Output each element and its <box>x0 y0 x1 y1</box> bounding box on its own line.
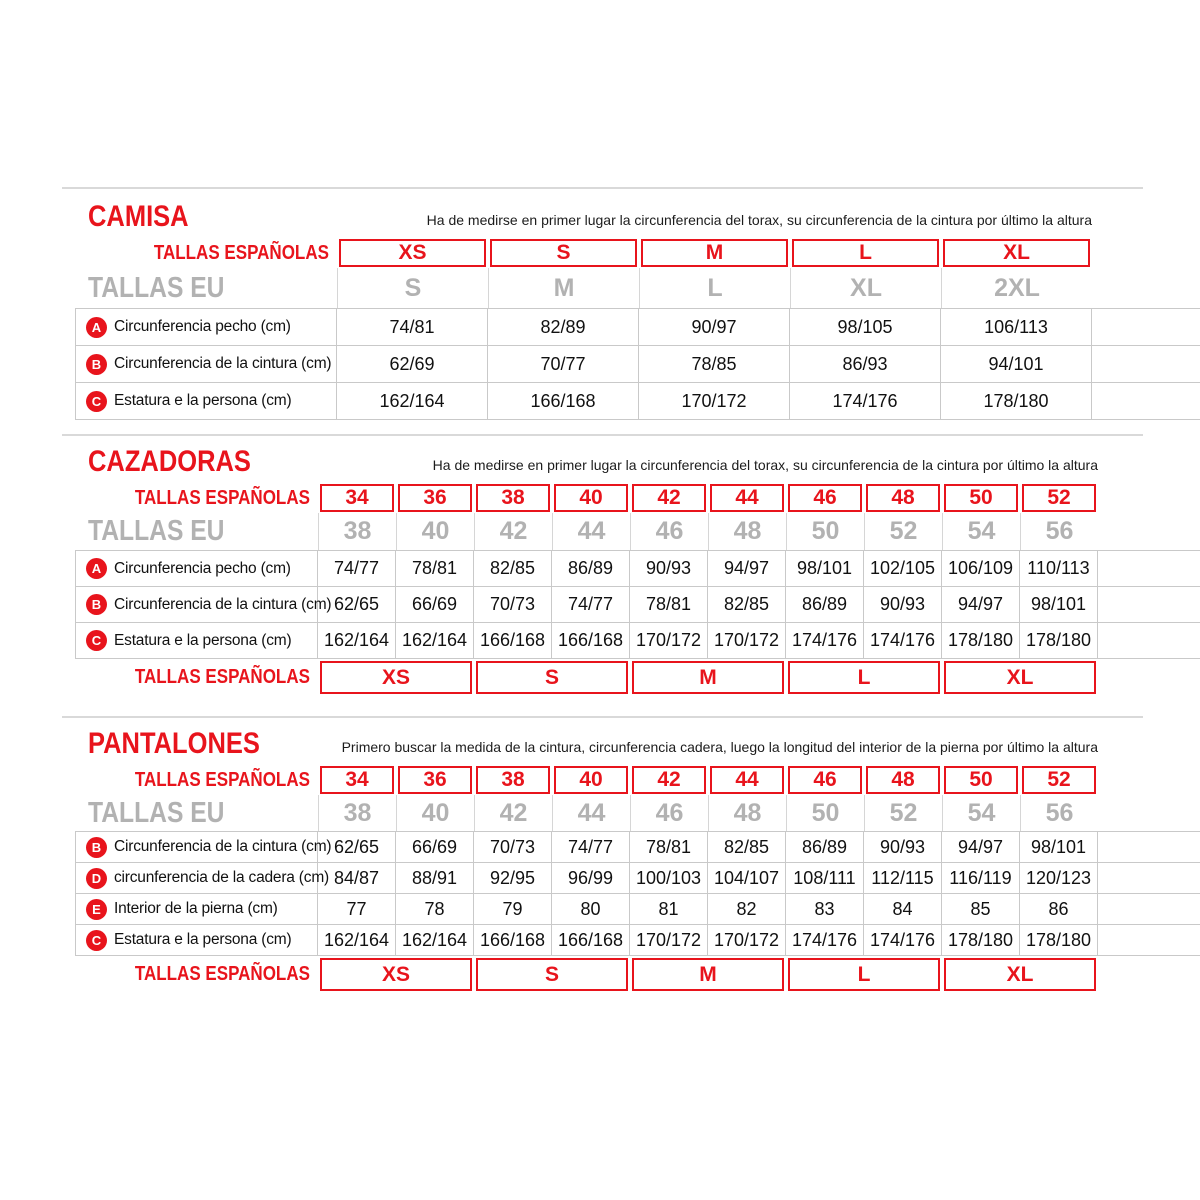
value-cell: 86/93 <box>790 346 941 382</box>
value-cell: 162/164 <box>318 925 396 955</box>
value-cell: 96/99 <box>552 863 630 893</box>
value-cell: 78 <box>396 894 474 924</box>
sizes-es-label-text: TALLAS ESPAÑOLAS <box>134 768 310 791</box>
badge-c-icon: C <box>86 930 107 951</box>
value-cell: 94/101 <box>941 346 1092 382</box>
measure-label-cell <box>75 551 318 586</box>
badge-a-icon: A <box>86 317 107 338</box>
measure-row <box>75 587 1200 623</box>
size-eu-cell: 46 <box>630 795 708 831</box>
size-eu-cell: 50 <box>786 795 864 831</box>
measure-label: Estatura e la persona (cm) <box>114 631 292 649</box>
size-es-cell: 40 <box>554 484 628 512</box>
value-cell: 90/93 <box>630 551 708 586</box>
value-cell: 74/81 <box>337 309 488 345</box>
size-es-cell: 48 <box>866 766 940 794</box>
value-cell: 62/65 <box>318 587 396 622</box>
value-cell: 78/81 <box>396 551 474 586</box>
size-es-cell: 44 <box>710 766 784 794</box>
size-eu-cell: 42 <box>474 513 552 550</box>
value-cell: 162/164 <box>318 623 396 658</box>
value-cell: 88/91 <box>396 863 474 893</box>
badge-c-icon: C <box>86 630 107 651</box>
sizes-eu-label <box>75 268 337 308</box>
sizes-es-row <box>75 238 1200 268</box>
group-size-cell: M <box>632 958 784 991</box>
size-es-cell: L <box>792 239 939 267</box>
value-cell: 162/164 <box>396 623 474 658</box>
measurements-table <box>75 550 1200 659</box>
measure-label-cell <box>75 623 318 658</box>
measure-label: Interior de la pierna (cm) <box>114 900 278 917</box>
value-cell: 174/176 <box>786 925 864 955</box>
size-eu-cell: 42 <box>474 795 552 831</box>
size-eu-cell: 56 <box>1020 513 1098 550</box>
size-es-cell: 38 <box>476 766 550 794</box>
measurements-table <box>75 831 1200 956</box>
value-cell: 90/93 <box>864 832 942 862</box>
value-cell: 98/101 <box>1020 832 1098 862</box>
value-cell: 78/81 <box>630 832 708 862</box>
value-cell: 170/172 <box>639 383 790 419</box>
group-size-cell: XS <box>320 958 472 991</box>
value-cell: 98/101 <box>1020 587 1098 622</box>
value-cell: 92/95 <box>474 863 552 893</box>
value-cell: 74/77 <box>318 551 396 586</box>
value-cell: 82 <box>708 894 786 924</box>
measure-label: Estatura e la persona (cm) <box>114 392 292 409</box>
size-eu-cell: 50 <box>786 513 864 550</box>
value-cell: 178/180 <box>941 383 1092 419</box>
value-cell: 116/119 <box>942 863 1020 893</box>
value-cell: 70/73 <box>474 832 552 862</box>
value-cell: 98/105 <box>790 309 941 345</box>
sizes-eu-label-text: TALLAS EU <box>88 796 225 829</box>
value-cell: 86 <box>1020 894 1098 924</box>
measure-label-cell <box>75 309 337 345</box>
group-sizes-row <box>75 661 1200 694</box>
size-es-cell: 46 <box>788 766 862 794</box>
value-cell: 66/69 <box>396 832 474 862</box>
size-es-cell: XL <box>943 239 1090 267</box>
size-es-cell: M <box>641 239 788 267</box>
size-es-cell: 42 <box>632 484 706 512</box>
value-cell: 62/65 <box>318 832 396 862</box>
value-cell: 86/89 <box>786 832 864 862</box>
sizes-eu-row <box>75 268 1200 308</box>
sizes-eu-row <box>75 513 1200 550</box>
value-cell: 110/113 <box>1020 551 1098 586</box>
sizes-es-row <box>75 483 1200 513</box>
size-eu-cell: 48 <box>708 795 786 831</box>
value-cell: 79 <box>474 894 552 924</box>
sizes-es-row <box>75 765 1200 795</box>
measure-label-cell <box>75 894 318 924</box>
value-cell: 81 <box>630 894 708 924</box>
group-size-cell: XS <box>320 661 472 694</box>
size-eu-cell: 54 <box>942 513 1020 550</box>
value-cell: 82/89 <box>488 309 639 345</box>
group-size-cell: L <box>788 958 940 991</box>
value-cell: 162/164 <box>337 383 488 419</box>
value-cell: 104/107 <box>708 863 786 893</box>
value-cell: 166/168 <box>474 925 552 955</box>
size-es-cell: XS <box>339 239 486 267</box>
sizes-eu-label <box>75 795 318 831</box>
value-cell: 174/176 <box>790 383 941 419</box>
measure-row <box>75 551 1200 587</box>
measure-row <box>75 623 1200 659</box>
size-es-cell: 36 <box>398 766 472 794</box>
value-cell: 90/93 <box>864 587 942 622</box>
value-cell: 78/81 <box>630 587 708 622</box>
group-size-cell: M <box>632 661 784 694</box>
value-cell: 74/77 <box>552 832 630 862</box>
value-cell: 162/164 <box>396 925 474 955</box>
value-cell: 166/168 <box>552 623 630 658</box>
value-cell: 166/168 <box>474 623 552 658</box>
value-cell: 66/69 <box>396 587 474 622</box>
size-es-cell: 50 <box>944 766 1018 794</box>
badge-b-icon: B <box>86 594 107 615</box>
group-size-cell: S <box>476 661 628 694</box>
value-cell: 84/87 <box>318 863 396 893</box>
sizes-es-label-text: TALLAS ESPAÑOLAS <box>153 241 329 264</box>
group-sizes-row <box>75 958 1200 991</box>
size-eu-cell: 56 <box>1020 795 1098 831</box>
value-cell: 98/101 <box>786 551 864 586</box>
group-sizes-label-text: TALLAS ESPAÑOLAS <box>134 666 310 688</box>
measure-row <box>75 894 1200 925</box>
size-es-cell: 44 <box>710 484 784 512</box>
size-eu-cell: XL <box>790 268 941 308</box>
measure-row <box>75 832 1200 863</box>
size-es-cell: 52 <box>1022 766 1096 794</box>
measure-label: Circunferencia pecho (cm) <box>114 559 291 577</box>
measure-row <box>75 383 1200 420</box>
value-cell: 74/77 <box>552 587 630 622</box>
section-header <box>75 189 1092 238</box>
size-eu-cell: 44 <box>552 795 630 831</box>
sizes-eu-row <box>75 795 1200 831</box>
size-es-cell: 52 <box>1022 484 1096 512</box>
value-cell: 178/180 <box>1020 623 1098 658</box>
value-cell: 78/85 <box>639 346 790 382</box>
value-cell: 108/111 <box>786 863 864 893</box>
size-eu-cell: 46 <box>630 513 708 550</box>
size-eu-cell: 48 <box>708 513 786 550</box>
size-eu-cell: 38 <box>318 513 396 550</box>
group-size-cell: XL <box>944 958 1096 991</box>
sizes-eu-label <box>75 513 318 550</box>
section-subtitle: Primero buscar la medida de la cintura, circunferencia cadera, luego la longitud del interior de la pierna por último la altura <box>341 739 1098 755</box>
size-es-cell: 40 <box>554 766 628 794</box>
value-cell: 77 <box>318 894 396 924</box>
value-cell: 80 <box>552 894 630 924</box>
section-title: CAZADORAS <box>88 445 251 478</box>
size-es-cell: 50 <box>944 484 1018 512</box>
sizes-es-label-text: TALLAS ESPAÑOLAS <box>134 486 310 509</box>
section-camisa <box>75 187 1200 420</box>
value-cell: 178/180 <box>942 623 1020 658</box>
value-cell: 166/168 <box>552 925 630 955</box>
section-subtitle: Ha de medirse en primer lugar la circunferencia del torax, su circunferencia de la cintura por último la altura <box>426 212 1092 228</box>
size-es-cell: 42 <box>632 766 706 794</box>
measure-label: Estatura e la persona (cm) <box>114 931 292 948</box>
size-eu-cell: 52 <box>864 513 942 550</box>
section-pantalones <box>75 716 1200 991</box>
sizes-es-label <box>75 765 318 795</box>
value-cell: 170/172 <box>630 925 708 955</box>
size-eu-cell: 2XL <box>941 268 1092 308</box>
measure-label: Circunferencia de la cintura (cm) <box>114 355 332 372</box>
value-cell: 82/85 <box>708 587 786 622</box>
value-cell: 94/97 <box>942 832 1020 862</box>
value-cell: 174/176 <box>786 623 864 658</box>
group-sizes-label-text: TALLAS ESPAÑOLAS <box>134 963 310 985</box>
value-cell: 170/172 <box>708 623 786 658</box>
badge-e-icon: E <box>86 899 107 920</box>
value-cell: 178/180 <box>1020 925 1098 955</box>
value-cell: 82/85 <box>708 832 786 862</box>
group-size-cell: L <box>788 661 940 694</box>
measure-label-cell <box>75 346 337 382</box>
measure-row <box>75 309 1200 346</box>
group-sizes-label <box>75 958 318 991</box>
value-cell: 166/168 <box>488 383 639 419</box>
value-cell: 112/115 <box>864 863 942 893</box>
value-cell: 100/103 <box>630 863 708 893</box>
sizes-es-label <box>75 483 318 513</box>
value-cell: 174/176 <box>864 623 942 658</box>
size-es-cell: 34 <box>320 766 394 794</box>
size-eu-cell: 54 <box>942 795 1020 831</box>
badge-c-icon: C <box>86 391 107 412</box>
value-cell: 62/69 <box>337 346 488 382</box>
value-cell: 106/113 <box>941 309 1092 345</box>
value-cell: 70/73 <box>474 587 552 622</box>
badge-b-icon: B <box>86 354 107 375</box>
section-cazadoras <box>75 434 1200 694</box>
measure-label-cell <box>75 925 318 955</box>
size-es-cell: 36 <box>398 484 472 512</box>
section-title: PANTALONES <box>88 727 260 760</box>
value-cell: 170/172 <box>630 623 708 658</box>
measure-row <box>75 863 1200 894</box>
value-cell: 102/105 <box>864 551 942 586</box>
size-eu-cell: 38 <box>318 795 396 831</box>
value-cell: 174/176 <box>864 925 942 955</box>
measure-label-cell <box>75 383 337 419</box>
size-eu-cell: 40 <box>396 513 474 550</box>
value-cell: 94/97 <box>708 551 786 586</box>
section-header <box>75 718 1098 765</box>
section-title: CAMISA <box>88 200 189 233</box>
sizes-es-label <box>75 238 337 268</box>
sizes-eu-label-text: TALLAS EU <box>88 515 225 547</box>
size-es-cell: 38 <box>476 484 550 512</box>
size-es-cell: S <box>490 239 637 267</box>
badge-b-icon: B <box>86 837 107 858</box>
measure-row <box>75 346 1200 383</box>
measure-label: circunferencia de la cadera (cm) <box>114 869 329 886</box>
section-subtitle: Ha de medirse en primer lugar la circunferencia del torax, su circunferencia de la cintura por último la altura <box>432 457 1098 473</box>
group-size-cell: XL <box>944 661 1096 694</box>
value-cell: 178/180 <box>942 925 1020 955</box>
size-eu-cell: 40 <box>396 795 474 831</box>
value-cell: 83 <box>786 894 864 924</box>
measure-label-cell <box>75 587 332 622</box>
group-size-cell: S <box>476 958 628 991</box>
measurements-table <box>75 308 1200 420</box>
sizes-eu-label-text: TALLAS EU <box>88 271 225 304</box>
value-cell: 90/97 <box>639 309 790 345</box>
value-cell: 84 <box>864 894 942 924</box>
measure-label-cell <box>75 863 329 893</box>
size-es-cell: 34 <box>320 484 394 512</box>
size-eu-cell: M <box>488 268 639 308</box>
measure-label: Circunferencia de la cintura (cm) <box>114 595 332 613</box>
value-cell: 106/109 <box>942 551 1020 586</box>
size-eu-cell: L <box>639 268 790 308</box>
measure-label-cell <box>75 832 332 862</box>
badge-d-icon: D <box>86 868 107 889</box>
measure-row <box>75 925 1200 956</box>
value-cell: 170/172 <box>708 925 786 955</box>
value-cell: 70/77 <box>488 346 639 382</box>
section-header <box>75 436 1098 483</box>
value-cell: 120/123 <box>1020 863 1098 893</box>
value-cell: 86/89 <box>786 587 864 622</box>
value-cell: 86/89 <box>552 551 630 586</box>
value-cell: 94/97 <box>942 587 1020 622</box>
value-cell: 82/85 <box>474 551 552 586</box>
size-es-cell: 46 <box>788 484 862 512</box>
measure-label: Circunferencia de la cintura (cm) <box>114 838 332 855</box>
measure-label: Circunferencia pecho (cm) <box>114 318 291 335</box>
size-eu-cell: S <box>337 268 488 308</box>
value-cell: 85 <box>942 894 1020 924</box>
group-sizes-label <box>75 661 318 694</box>
size-eu-cell: 44 <box>552 513 630 550</box>
badge-a-icon: A <box>86 558 107 579</box>
size-eu-cell: 52 <box>864 795 942 831</box>
size-es-cell: 48 <box>866 484 940 512</box>
